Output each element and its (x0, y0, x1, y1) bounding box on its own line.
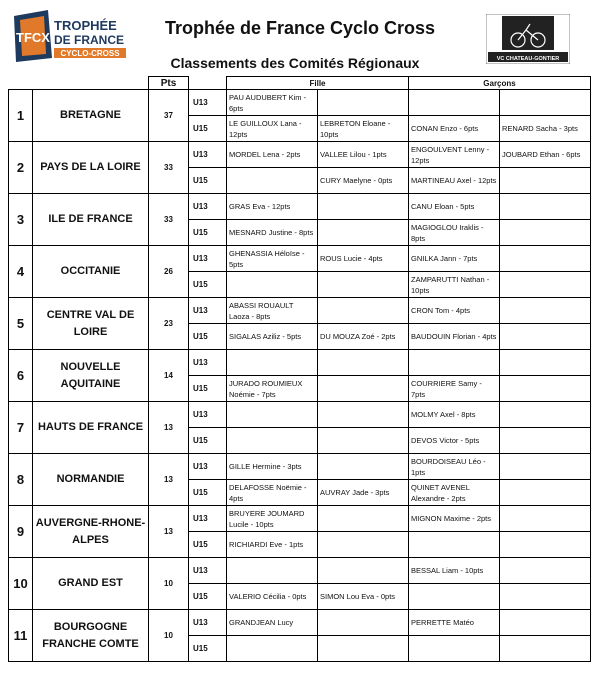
points-cell: 33 (149, 194, 189, 246)
points-cell: 10 (149, 610, 189, 662)
points-cell: 10 (149, 558, 189, 610)
category-cell: U13 (189, 194, 227, 220)
girl-athlete-cell: GILLE Hermine - 3pts (227, 454, 318, 480)
boy-athlete-cell (500, 558, 591, 584)
boy-athlete-cell: GNILKA Jann - 7pts (409, 246, 500, 272)
boy-athlete-cell (409, 584, 500, 610)
region-cell: BRETAGNE (33, 90, 149, 142)
girl-athlete-cell (318, 298, 409, 324)
girl-athlete-cell: SIMON Lou Eva - 0pts (318, 584, 409, 610)
category-cell: U13 (189, 142, 227, 168)
girl-athlete-cell: CURY Maelyne - 0pts (318, 168, 409, 194)
category-cell: U15 (189, 584, 227, 610)
girl-athlete-cell: MORDEL Lena - 2pts (227, 142, 318, 168)
girl-athlete-cell (227, 636, 318, 662)
girl-athlete-cell (318, 428, 409, 454)
table-row (9, 298, 591, 324)
girl-athlete-cell (318, 506, 409, 532)
page-title: Trophée de France Cyclo Cross (164, 18, 436, 38)
page-subtitle: Classements des Comités Régionaux (170, 55, 420, 71)
table-row (9, 558, 591, 584)
category-cell: U13 (189, 454, 227, 480)
category-cell: U15 (189, 428, 227, 454)
girl-athlete-cell: RICHIARDI Eve - 1pts (227, 532, 318, 558)
boy-athlete-cell: ENGOULVENT Lenny - 12pts (409, 142, 500, 168)
table-row (9, 142, 591, 168)
category-cell: U15 (189, 532, 227, 558)
club-badge (486, 14, 570, 64)
boy-athlete-cell: PERRETTE Matéo (409, 610, 500, 636)
girl-athlete-cell (318, 402, 409, 428)
region-cell: PAYS DE LA LOIRE (33, 142, 149, 194)
girl-athlete-cell: DU MOUZA Zoé - 2pts (318, 324, 409, 350)
girl-athlete-cell: LEBRETON Eloane - 10pts (318, 116, 409, 142)
category-cell: U13 (189, 246, 227, 272)
girl-athlete-cell: MESNARD Justine - 8pts (227, 220, 318, 246)
category-cell: U13 (189, 90, 227, 116)
boy-athlete-cell: COURRIERE Samy - 7pts (409, 376, 500, 402)
region-cell: BOURGOGNE FRANCHE COMTE (33, 610, 149, 662)
girl-athlete-cell: PAU AUDUBERT Kim - 6pts (227, 90, 318, 116)
region-cell: AUVERGNE-RHONE-ALPES (33, 506, 149, 558)
logo-line-3: CYCLO-CROSS (60, 49, 120, 58)
badge-text: VC CHATEAU-GONTIER (496, 56, 560, 62)
girl-athlete-cell (318, 532, 409, 558)
table-row (9, 194, 591, 220)
category-cell: U15 (189, 376, 227, 402)
boy-athlete-cell (500, 532, 591, 558)
boy-athlete-cell: MIGNON Maxime - 2pts (409, 506, 500, 532)
table-row (9, 350, 591, 376)
boy-athlete-cell (500, 298, 591, 324)
girl-athlete-cell: GHENASSIA Héloïse - 5pts (227, 246, 318, 272)
rank-cell: 5 (9, 298, 33, 350)
rank-cell: 3 (9, 194, 33, 246)
boy-athlete-cell: BOURDOISEAU Léo - 1pts (409, 454, 500, 480)
category-cell: U13 (189, 610, 227, 636)
boy-athlete-cell (500, 350, 591, 376)
rank-cell: 11 (9, 610, 33, 662)
points-cell: 23 (149, 298, 189, 350)
boy-athlete-cell (500, 220, 591, 246)
boy-athlete-cell (409, 90, 500, 116)
category-cell: U13 (189, 298, 227, 324)
girl-athlete-cell (318, 90, 409, 116)
category-cell: U15 (189, 480, 227, 506)
boy-athlete-cell: ZAMPARUTTI Nathan - 10pts (409, 272, 500, 298)
boy-athlete-cell (500, 194, 591, 220)
table-row (9, 610, 591, 636)
category-cell: U15 (189, 636, 227, 662)
table-row (9, 246, 591, 272)
region-cell: ILE DE FRANCE (33, 194, 149, 246)
points-cell: 14 (149, 350, 189, 402)
table-row (9, 454, 591, 480)
region-cell: NORMANDIE (33, 454, 149, 506)
boy-athlete-cell (500, 636, 591, 662)
girl-athlete-cell (227, 272, 318, 298)
boy-athlete-cell (500, 324, 591, 350)
boy-athlete-cell (500, 376, 591, 402)
points-cell: 13 (149, 454, 189, 506)
boy-athlete-cell: JOUBARD Ethan - 6pts (500, 142, 591, 168)
points-cell: 37 (149, 90, 189, 142)
girl-athlete-cell: LE GUILLOUX Lana - 12pts (227, 116, 318, 142)
boy-athlete-cell (500, 168, 591, 194)
logo-acronym: TFCX (16, 30, 50, 45)
boy-athlete-cell (500, 454, 591, 480)
category-cell: U13 (189, 350, 227, 376)
rank-cell: 6 (9, 350, 33, 402)
girl-athlete-cell: VALERIO Cécilia - 0pts (227, 584, 318, 610)
boy-athlete-cell: MARTINEAU Axel - 12pts (409, 168, 500, 194)
boy-athlete-cell: MAGIOGLOU Iraklis - 8pts (409, 220, 500, 246)
boy-athlete-cell (500, 246, 591, 272)
girl-athlete-cell: ROUS Lucie - 4pts (318, 246, 409, 272)
girl-athlete-cell: VALLEE Lilou - 1pts (318, 142, 409, 168)
points-cell: 33 (149, 142, 189, 194)
category-cell: U15 (189, 220, 227, 246)
pts-header: Pts (149, 77, 189, 90)
boy-athlete-cell: QUINET AVENEL Alexandre - 2pts (409, 480, 500, 506)
boy-athlete-cell: DEVOS Victor - 5pts (409, 428, 500, 454)
category-cell: U13 (189, 558, 227, 584)
points-cell: 13 (149, 402, 189, 454)
boy-athlete-cell: MOLMY Axel - 8pts (409, 402, 500, 428)
table-row (9, 506, 591, 532)
girl-athlete-cell (318, 350, 409, 376)
boy-athlete-cell: RENARD Sacha - 3pts (500, 116, 591, 142)
rank-cell: 7 (9, 402, 33, 454)
rank-cell: 1 (9, 90, 33, 142)
boy-athlete-cell (500, 610, 591, 636)
girl-athlete-cell: AUVRAY Jade - 3pts (318, 480, 409, 506)
region-cell: GRAND EST (33, 558, 149, 610)
girl-athlete-cell (227, 350, 318, 376)
boy-athlete-cell (500, 402, 591, 428)
boy-athlete-cell (409, 532, 500, 558)
girl-athlete-cell: BRUYERE JOUMARD Lucile - 10pts (227, 506, 318, 532)
boy-athlete-cell: BAUDOUIN Florian - 4pts (409, 324, 500, 350)
girl-athlete-cell: GRAS Eva - 12pts (227, 194, 318, 220)
girl-athlete-cell: ABASSI ROUAULT Laoza - 8pts (227, 298, 318, 324)
boy-athlete-cell: BESSAL Liam - 10pts (409, 558, 500, 584)
girl-athlete-cell (227, 402, 318, 428)
category-cell: U15 (189, 272, 227, 298)
rank-cell: 8 (9, 454, 33, 506)
girl-athlete-cell (318, 194, 409, 220)
category-cell: U13 (189, 506, 227, 532)
boy-athlete-cell (500, 584, 591, 610)
boy-athlete-cell: CRON Tom - 4pts (409, 298, 500, 324)
boy-athlete-cell (500, 428, 591, 454)
boy-athlete-cell (500, 272, 591, 298)
girl-athlete-cell (318, 454, 409, 480)
region-cell: NOUVELLE AQUITAINE (33, 350, 149, 402)
girl-athlete-cell (318, 272, 409, 298)
girl-athlete-cell (227, 168, 318, 194)
rank-cell: 4 (9, 246, 33, 298)
logo-line-1: TROPHÉE (54, 18, 117, 33)
girl-athlete-cell: DELAFOSSE Noëmie - 4pts (227, 480, 318, 506)
boy-athlete-cell (500, 480, 591, 506)
rank-cell: 10 (9, 558, 33, 610)
ranking-table (8, 76, 591, 662)
category-cell: U15 (189, 168, 227, 194)
category-cell: U15 (189, 116, 227, 142)
region-cell: HAUTS DE FRANCE (33, 402, 149, 454)
points-cell: 26 (149, 246, 189, 298)
girl-athlete-cell (318, 610, 409, 636)
girl-athlete-cell (227, 428, 318, 454)
boy-athlete-cell (500, 506, 591, 532)
boy-athlete-cell: CANU Eloan - 5pts (409, 194, 500, 220)
region-cell: CENTRE VAL DE LOIRE (33, 298, 149, 350)
girl-athlete-cell (318, 636, 409, 662)
girl-athlete-cell: JURADO ROUMIEUX Noémie - 7pts (227, 376, 318, 402)
table-row (9, 402, 591, 428)
garcons-header: Garçons (409, 77, 591, 90)
girl-athlete-cell (227, 558, 318, 584)
category-cell: U15 (189, 324, 227, 350)
girl-athlete-cell (318, 376, 409, 402)
boy-athlete-cell: CONAN Enzo - 6pts (409, 116, 500, 142)
category-cell: U13 (189, 402, 227, 428)
rank-cell: 9 (9, 506, 33, 558)
girl-athlete-cell (318, 558, 409, 584)
logo-line-2: DE FRANCE (54, 33, 125, 47)
boy-athlete-cell (409, 636, 500, 662)
tfcx-logo (10, 8, 136, 64)
rank-cell: 2 (9, 142, 33, 194)
boy-athlete-cell (500, 90, 591, 116)
fille-header: Fille (227, 77, 409, 90)
girl-athlete-cell: SIGALAS Aziliz - 5pts (227, 324, 318, 350)
region-cell: OCCITANIE (33, 246, 149, 298)
boy-athlete-cell (409, 350, 500, 376)
table-row (9, 90, 591, 116)
girl-athlete-cell: GRANDJEAN Lucy (227, 610, 318, 636)
girl-athlete-cell (318, 220, 409, 246)
points-cell: 13 (149, 506, 189, 558)
